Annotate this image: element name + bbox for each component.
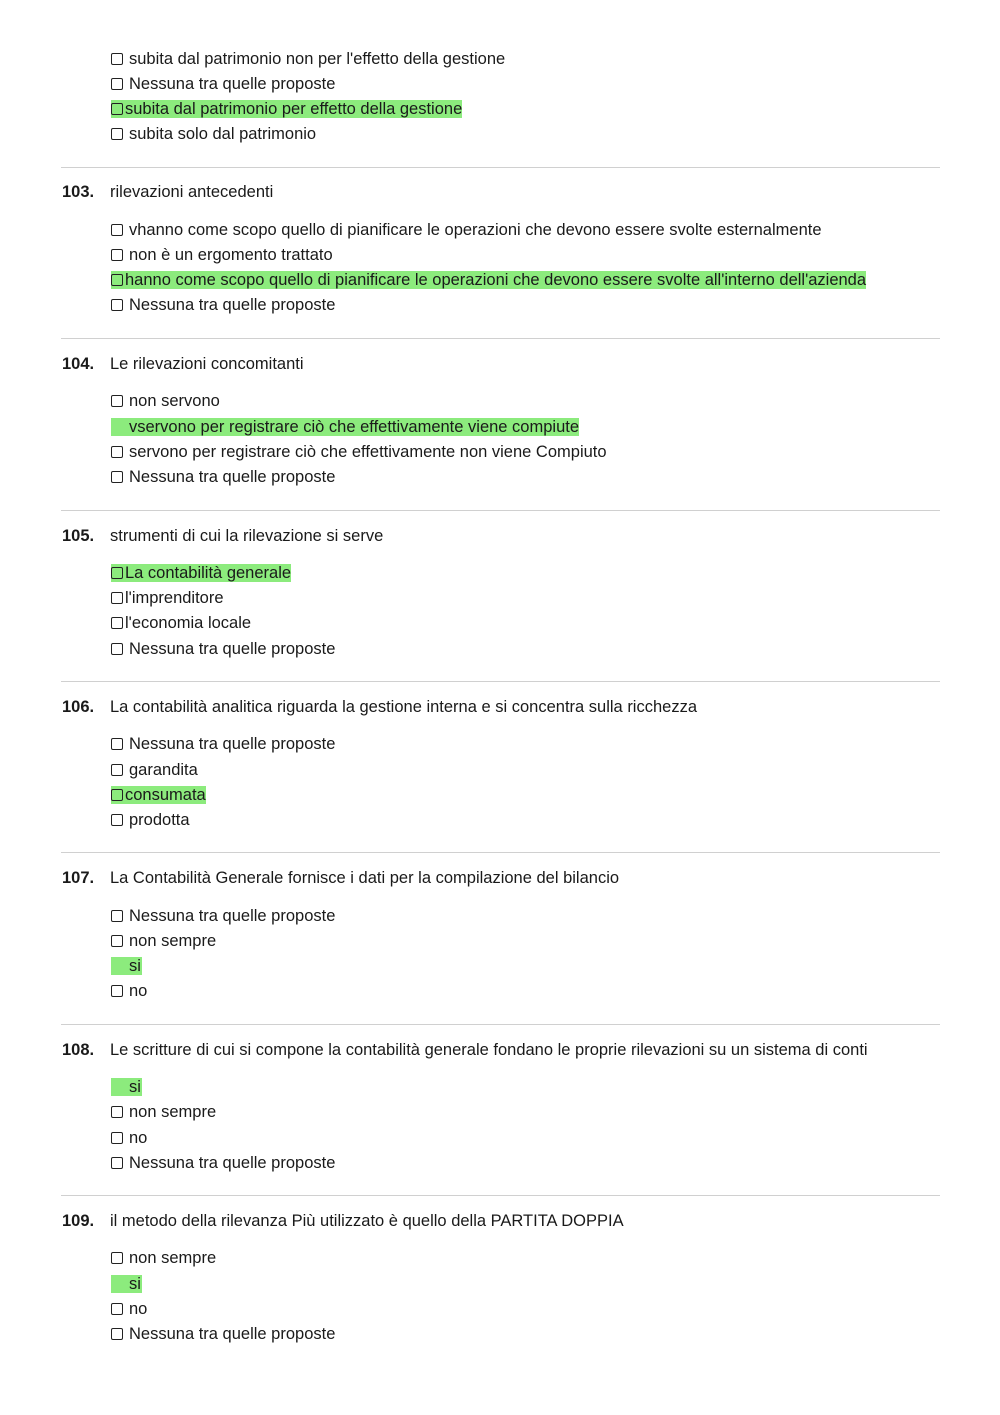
option-item[interactable] — [111, 390, 220, 412]
checkbox-icon[interactable] — [111, 1106, 123, 1118]
option-item[interactable] — [111, 48, 505, 70]
option-item[interactable] — [111, 759, 198, 781]
option-label: Nessuna tra quelle proposte — [129, 640, 336, 658]
question-header — [62, 695, 697, 719]
correct-highlight — [111, 1275, 142, 1293]
option-label: si — [129, 1078, 141, 1096]
question-number: 104. — [62, 355, 95, 373]
option-item[interactable] — [111, 1298, 147, 1320]
question-text: La Contabilità Generale fornisce i dati per la compilazione del bilancio — [110, 869, 620, 887]
option-label: La contabilità generale — [125, 564, 292, 582]
question-divider — [61, 1024, 940, 1025]
option-label: Nessuna tra quelle proposte — [129, 1325, 336, 1343]
question-divider — [61, 681, 940, 682]
option-label: garandita — [129, 761, 198, 779]
option-label: servono per registrare ciò che effettivamente non viene Compiuto — [129, 443, 607, 461]
option-item[interactable] — [111, 1101, 216, 1123]
checkbox-icon[interactable] — [111, 764, 123, 776]
checkbox-icon[interactable] — [111, 1132, 123, 1144]
option-label: consumata — [125, 786, 206, 804]
checkbox-icon[interactable] — [111, 617, 123, 629]
question-divider — [61, 852, 940, 853]
checkbox-icon[interactable] — [111, 814, 123, 826]
option-label: non sempre — [129, 932, 217, 950]
question-divider — [61, 510, 940, 511]
option-item-correct[interactable] — [111, 269, 866, 291]
checkbox-icon[interactable] — [111, 471, 123, 483]
question-text: strumenti di cui la rilevazione si serve — [110, 527, 384, 545]
option-item[interactable] — [111, 612, 251, 634]
checkbox-icon[interactable] — [111, 643, 123, 655]
option-label: Nessuna tra quelle proposte — [129, 735, 336, 753]
option-label: Nessuna tra quelle proposte — [129, 296, 336, 314]
question-number: 106. — [62, 698, 95, 716]
question-text: Le scritture di cui si compone la contabilità generale fondano le proprie rilevazioni su un sistema di conti — [110, 1041, 868, 1059]
checkbox-icon[interactable] — [111, 935, 123, 947]
checkbox-icon[interactable] — [111, 985, 123, 997]
option-item[interactable] — [111, 587, 224, 609]
checkbox-icon[interactable] — [111, 1157, 123, 1169]
option-label: non sempre — [129, 1103, 217, 1121]
option-item[interactable] — [111, 219, 822, 241]
checkbox-icon[interactable] — [111, 78, 123, 90]
option-label: Nessuna tra quelle proposte — [129, 1154, 336, 1172]
checkbox-icon[interactable] — [111, 1303, 123, 1315]
question-text: il metodo della rilevanza Più utilizzato è quello della PARTITA DOPPIA — [110, 1212, 624, 1230]
option-label: non sempre — [129, 1249, 217, 1267]
checkbox-icon[interactable] — [111, 1328, 123, 1340]
option-label: subita dal patrimonio per effetto della gestione — [125, 100, 463, 118]
option-label: no — [129, 1300, 148, 1318]
question-number: 108. — [62, 1041, 95, 1059]
option-label: no — [129, 1129, 148, 1147]
question-number: 107. — [62, 869, 95, 887]
checkbox-icon[interactable] — [111, 103, 123, 115]
correct-highlight — [111, 100, 462, 118]
checkbox-icon[interactable] — [111, 446, 123, 458]
question-header — [62, 180, 273, 204]
option-item[interactable] — [111, 73, 335, 95]
checkbox-icon[interactable] — [111, 249, 123, 261]
checkbox-icon[interactable] — [111, 274, 123, 286]
option-item[interactable] — [111, 244, 333, 266]
option-item-correct[interactable] — [111, 784, 206, 806]
option-item-correct[interactable] — [111, 955, 142, 977]
option-item[interactable] — [111, 638, 335, 660]
checkbox-icon[interactable] — [111, 128, 123, 140]
correct-highlight — [111, 271, 866, 289]
checkbox-icon[interactable] — [111, 789, 123, 801]
option-item-correct[interactable] — [111, 1076, 142, 1098]
checkbox-icon[interactable] — [111, 395, 123, 407]
option-label: vhanno come scopo quello di pianificare le operazioni che devono essere svolte esternalmente — [129, 221, 822, 239]
option-item[interactable] — [111, 466, 335, 488]
question-text: La contabilità analitica riguarda la gestione interna e si concentra sulla ricchezza — [110, 698, 698, 716]
correct-highlight — [111, 564, 291, 582]
checkbox-icon[interactable] — [111, 224, 123, 236]
option-item[interactable] — [111, 1152, 335, 1174]
option-label: Nessuna tra quelle proposte — [129, 907, 336, 925]
option-item[interactable] — [111, 905, 335, 927]
option-item[interactable] — [111, 809, 190, 831]
option-item[interactable] — [111, 980, 147, 1002]
question-header — [62, 866, 619, 890]
option-label: prodotta — [129, 811, 190, 829]
option-label: non servono — [129, 392, 220, 410]
option-label: non è un ergomento trattato — [129, 246, 333, 264]
checkbox-icon[interactable] — [111, 910, 123, 922]
correct-highlight — [111, 1078, 142, 1096]
option-label: si — [129, 1275, 141, 1293]
correct-highlight — [111, 786, 206, 804]
option-label: hanno come scopo quello di pianificare le operazioni che devono essere svolte all'interno dell'azienda — [125, 271, 867, 289]
option-item[interactable] — [111, 733, 335, 755]
option-item-correct[interactable] — [111, 1273, 142, 1295]
question-header — [62, 352, 304, 376]
option-item[interactable] — [111, 930, 216, 952]
question-divider — [61, 1195, 940, 1196]
option-label: l'economia locale — [125, 614, 252, 632]
question-header — [62, 1038, 868, 1062]
question-divider — [61, 167, 940, 168]
option-label: subita solo dal patrimonio — [129, 125, 317, 143]
option-item[interactable] — [111, 294, 335, 316]
checkbox-icon[interactable] — [111, 1252, 123, 1264]
question-text: rilevazioni antecedenti — [110, 183, 274, 201]
option-item-correct[interactable] — [111, 98, 462, 120]
question-number: 109. — [62, 1212, 95, 1230]
question-text: Le rilevazioni concomitanti — [110, 355, 304, 373]
option-label: Nessuna tra quelle proposte — [129, 75, 336, 93]
checkbox-icon[interactable] — [111, 738, 123, 750]
question-header — [62, 1209, 624, 1233]
checkbox-icon[interactable] — [111, 299, 123, 311]
option-item[interactable] — [111, 123, 316, 145]
checkbox-icon[interactable] — [111, 567, 123, 579]
checkbox-icon[interactable] — [111, 53, 123, 65]
option-item-correct[interactable] — [111, 562, 291, 584]
option-label: si — [129, 957, 141, 975]
option-label: vservono per registrare ciò che effettivamente viene compiute — [129, 418, 580, 436]
option-label: Nessuna tra quelle proposte — [129, 468, 336, 486]
question-number: 105. — [62, 527, 95, 545]
checkbox-icon[interactable] — [111, 592, 123, 604]
question-divider — [61, 338, 940, 339]
option-item-correct[interactable] — [111, 416, 579, 438]
option-item[interactable] — [111, 441, 607, 463]
option-label: subita dal patrimonio non per l'effetto della gestione — [129, 50, 506, 68]
option-item[interactable] — [111, 1323, 335, 1345]
option-item[interactable] — [111, 1247, 216, 1269]
correct-highlight — [111, 418, 579, 436]
correct-highlight — [111, 957, 142, 975]
option-label: l'imprenditore — [125, 589, 224, 607]
question-header — [62, 524, 383, 548]
option-label: no — [129, 982, 148, 1000]
question-number: 103. — [62, 183, 95, 201]
option-item[interactable] — [111, 1127, 147, 1149]
